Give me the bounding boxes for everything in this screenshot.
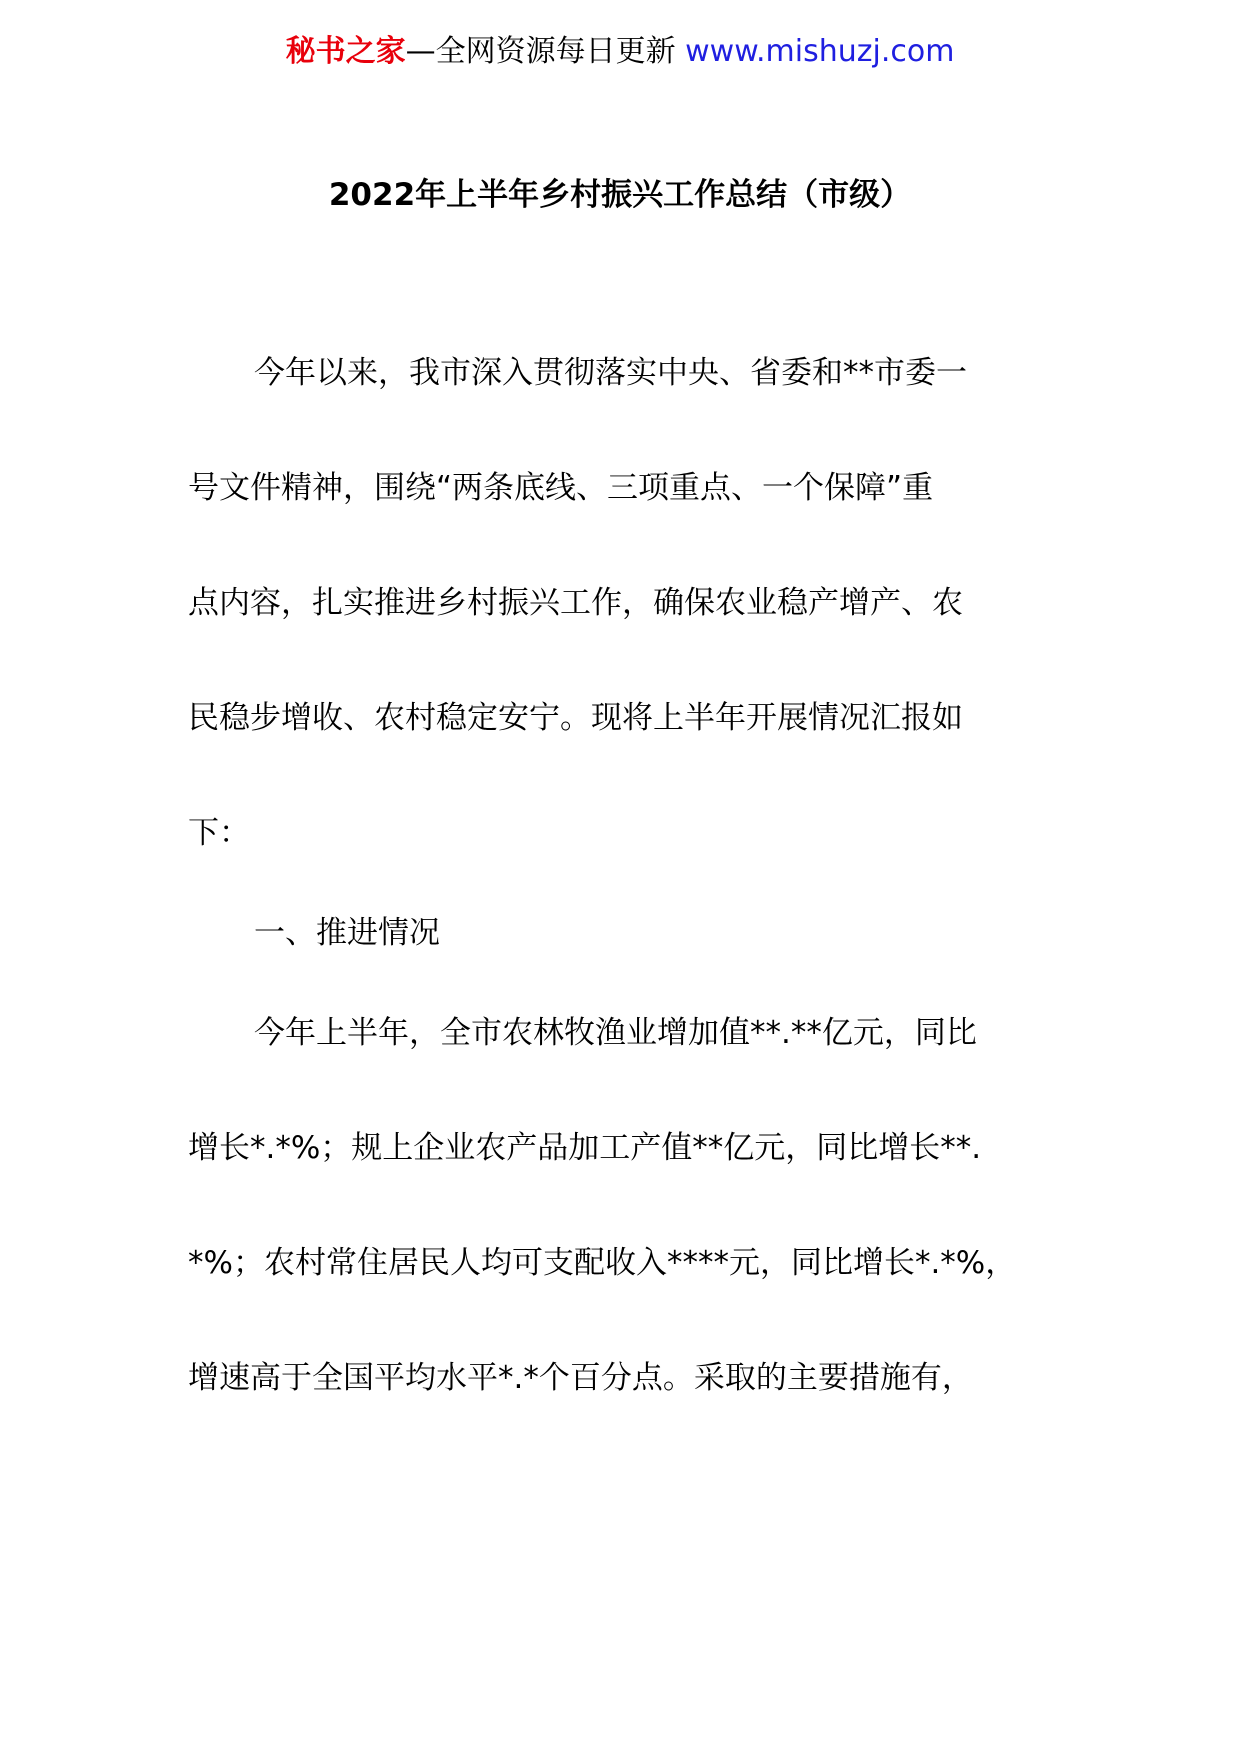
site-url-link[interactable]: www.mishuzj.com (685, 34, 955, 69)
section-heading-1: 一、推进情况 (254, 915, 440, 951)
brand-name: 秘书之家 (285, 34, 406, 69)
site-header-banner (0, 30, 1240, 74)
body-line-9: 增速高于全国平均水平*.*个百分点。采取的主要措施有， (188, 1360, 973, 1396)
body-line-3: 点内容，扎实推进乡村振兴工作，确保农业稳产增产、农 (188, 585, 963, 621)
header-tagline: —全网资源每日更新 (405, 34, 676, 69)
body-line-5: 下： (188, 815, 250, 851)
body-line-2: 号文件精神，围绕“两条底线、三项重点、一个保障”重 (188, 470, 934, 506)
document-title: 2022年上半年乡村振兴工作总结（市级） (328, 177, 912, 213)
body-line-7: 增长*.*%；规上企业农产品加工产值**亿元，同比增长**. (188, 1130, 982, 1166)
body-line-4: 民稳步增收、农村稳定安宁。现将上半年开展情况汇报如 (188, 700, 963, 736)
body-line-8: *%；农村常住居民人均可支配收入****元，同比增长*.*%， (188, 1245, 1017, 1281)
body-line-1: 今年以来，我市深入贯彻落实中央、省委和**市委一 (254, 355, 967, 391)
body-line-6: 今年上半年，全市农林牧渔业增加值**.**亿元，同比 (254, 1015, 977, 1051)
